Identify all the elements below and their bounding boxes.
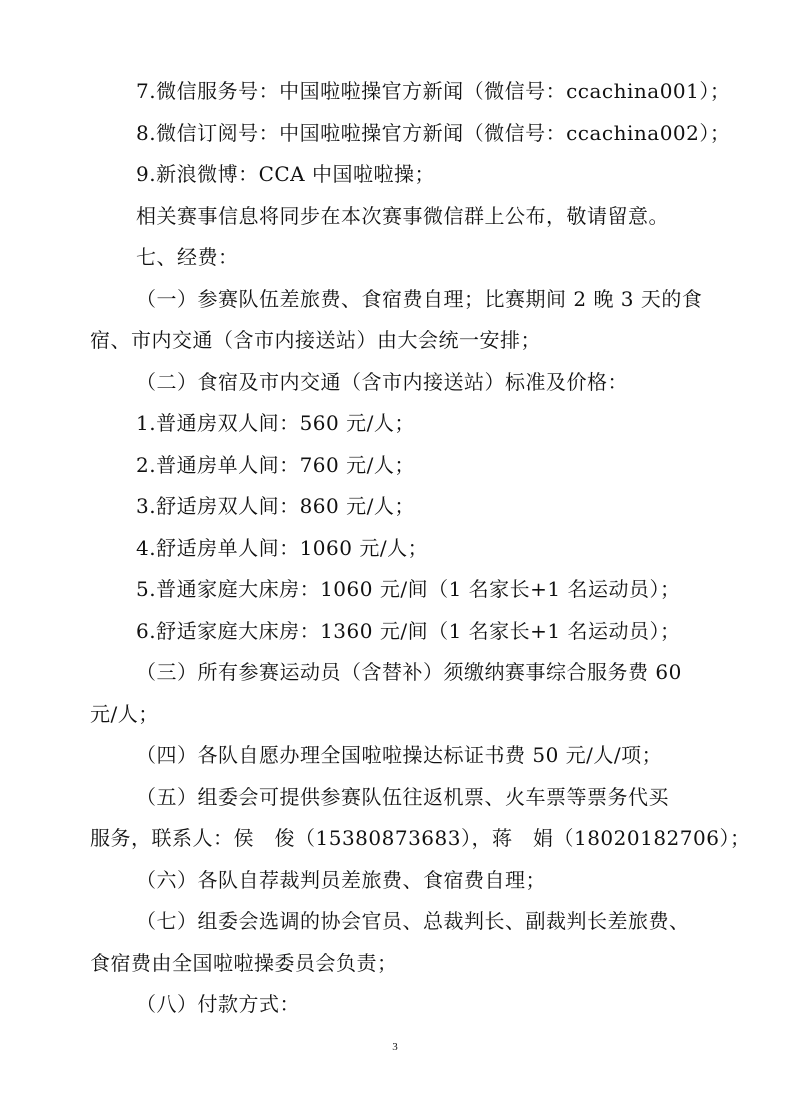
fee-item-1-line-1: （一）参赛队伍差旅费、食宿费自理；比赛期间 2 晚 3 天的食 (136, 287, 703, 311)
price-item: 6.舒适家庭大床房：1360 元/间（1 名家长+1 名运动员）； (136, 619, 681, 643)
fee-item-5-line-2: 服务，联系人：侯 俊（15380873683），蒋 娟（18020182706）； (90, 826, 751, 850)
price-item: 1.普通房双人间：560 元/人； (136, 411, 415, 435)
price-item: 2.普通房单人间：760 元/人； (136, 453, 415, 477)
fee-item-3-line-1: （三）所有参赛运动员（含替补）须缴纳赛事综合服务费 60 (136, 660, 682, 684)
fee-item-1-line-2: 宿、市内交通（含市内接送站）由大会统一安排； (90, 328, 541, 352)
fee-item-5-line-1: （五）组委会可提供参赛队伍往返机票、火车票等票务代买 (136, 785, 669, 809)
fee-item-7-line-1: （七）组委会选调的协会官员、总裁判长、副裁判长差旅费、 (136, 909, 690, 933)
notice-paragraph: 相关赛事信息将同步在本次赛事微信群上公布，敬请留意。 (136, 204, 669, 228)
price-item: 3.舒适房双人间：860 元/人； (136, 494, 415, 518)
contact-weibo: 9.新浪微博：CCA 中国啦啦操； (136, 162, 435, 186)
fee-item-7-line-2: 食宿费由全国啦啦操委员会负责； (90, 951, 398, 975)
contact-wechat-subscription: 8.微信订阅号：中国啦啦操官方新闻（微信号：ccachina002）； (136, 121, 731, 145)
fee-item-2-heading: （二）食宿及市内交通（含市内接送站）标准及价格： (136, 370, 628, 394)
contact-wechat-service: 7.微信服务号：中国啦啦操官方新闻（微信号：ccachina001）； (136, 79, 731, 103)
fee-item-6: （六）各队自荐裁判员差旅费、食宿费自理； (136, 868, 546, 892)
fee-item-8-heading: （八）付款方式： (136, 992, 300, 1016)
page-number: 3 (392, 1041, 398, 1053)
fee-item-4: （四）各队自愿办理全国啦啦操达标证书费 50 元/人/项； (136, 743, 663, 767)
section-heading-fees: 七、经费： (136, 245, 239, 269)
fee-item-3-line-2: 元/人； (90, 702, 159, 726)
price-item: 4.舒适房单人间：1060 元/人； (136, 536, 429, 560)
price-item: 5.普通家庭大床房：1060 元/间（1 名家长+1 名运动员）； (136, 577, 681, 601)
